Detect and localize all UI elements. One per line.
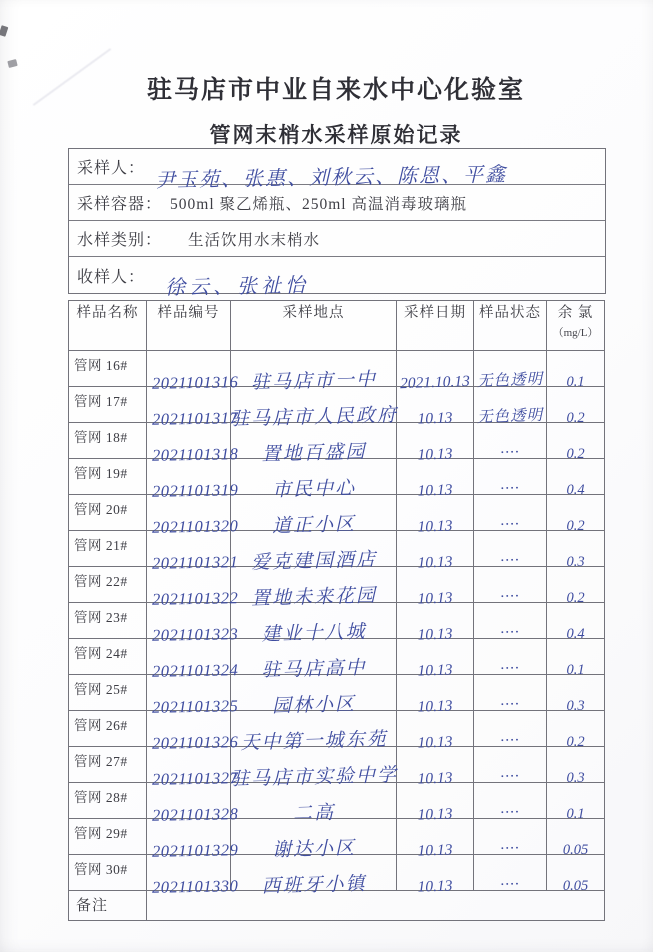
residual-chlorine: 0.1: [547, 639, 605, 675]
document-header: [68, 70, 604, 149]
sample-number: 2021101318: [147, 423, 231, 459]
sampler-label: 采样人：: [77, 160, 146, 177]
sample-number: 2021101316: [147, 351, 231, 387]
sampling-date: 10.13: [397, 495, 474, 531]
receiver-label: 收样人：: [77, 268, 146, 286]
residual-chlorine: 0.1: [547, 351, 605, 387]
sample-state: ····: [474, 639, 547, 675]
container-label: 采样容器：: [77, 196, 163, 213]
sample-name: 管网 27#: [69, 747, 147, 783]
sampling-date: 10.13: [397, 819, 474, 855]
info-row-receiver: [69, 257, 605, 300]
sampling-location: 置地百盛园: [231, 423, 397, 459]
sample-state: ····: [474, 711, 547, 747]
container-value: 500ml 聚乙烯瓶、250ml 高温消毒玻璃瓶: [170, 195, 467, 213]
sampling-info-table: [68, 148, 606, 300]
residual-chlorine: 0.1: [547, 783, 605, 819]
sample-state: ····: [474, 495, 547, 531]
residual-chlorine: 0.3: [547, 747, 605, 783]
sample-name: 管网 23#: [69, 603, 147, 639]
sample-state: 无色透明: [474, 351, 547, 387]
sample-number: 2021101321: [147, 531, 231, 567]
sample-number: 2021101328: [147, 783, 231, 819]
sample-state: ····: [474, 603, 547, 639]
water-type-label: 水样类别：: [77, 232, 163, 249]
sampling-location: 二高: [231, 783, 397, 819]
sampling-date: 10.13: [397, 531, 474, 567]
table-row: [69, 351, 605, 387]
sample-name: 管网 17#: [69, 387, 147, 423]
residual-chlorine: 0.2: [547, 423, 605, 459]
sampling-date: 10.13: [397, 711, 474, 747]
sample-state: ····: [474, 531, 547, 567]
sampling-location: 建业十八城: [231, 603, 397, 639]
info-row-sampler: [69, 149, 605, 193]
sample-number: 2021101322: [147, 567, 231, 603]
info-row-container: [69, 185, 605, 221]
sampling-location: 驻马店高中: [231, 639, 397, 675]
sampling-location: 驻马店市人民政府: [231, 387, 397, 423]
sampling-location: 市民中心: [231, 459, 397, 495]
sample-name: 管网 22#: [69, 567, 147, 603]
sampling-location: 驻马店市实验中学: [231, 747, 397, 783]
header-residual-chlorine: 余 氯 （mg/L）: [547, 301, 605, 351]
sample-name: 管网 29#: [69, 819, 147, 855]
residual-chlorine: 0.05: [547, 819, 605, 855]
sample-state: ····: [474, 423, 547, 459]
sample-state: ····: [474, 747, 547, 783]
sample-number: 2021101326: [147, 711, 231, 747]
sample-name: 管网 20#: [69, 495, 147, 531]
header-sampling-location: 采样地点: [231, 301, 397, 351]
sampling-location: 驻马店市一中: [231, 351, 397, 387]
document-title: 驻马店市中业自来水中心化验室: [146, 77, 525, 104]
sampling-date: 10.13: [397, 783, 474, 819]
sample-name: 管网 30#: [69, 855, 147, 891]
sampling-date: 10.13: [397, 855, 474, 891]
residual-chlorine: 0.05: [547, 855, 605, 891]
sample-number: 2021101325: [147, 675, 231, 711]
chlorine-unit: （mg/L）: [552, 327, 599, 339]
sample-name: 管网 21#: [69, 531, 147, 567]
sample-number: 2021101317: [147, 387, 231, 423]
sample-name: 管网 26#: [69, 711, 147, 747]
sampling-records-table: [68, 300, 605, 921]
sampling-location: 西班牙小镇: [231, 855, 397, 891]
header-sample-number: 样品编号: [147, 301, 231, 351]
sampling-date: 10.13: [397, 387, 474, 423]
sampling-date: 2021.10.13: [397, 351, 474, 387]
sampling-date: 10.13: [397, 747, 474, 783]
sample-state: ····: [474, 675, 547, 711]
residual-chlorine: 0.2: [547, 567, 605, 603]
sample-name: 管网 18#: [69, 423, 147, 459]
table-row: [69, 819, 605, 855]
sampling-date: 10.13: [397, 567, 474, 603]
sample-number: 2021101323: [147, 603, 231, 639]
sampling-location: 谢达小区: [231, 819, 397, 855]
sample-name: 管网 28#: [69, 783, 147, 819]
remarks-label: 备注: [69, 891, 147, 921]
sample-state: ····: [474, 567, 547, 603]
residual-chlorine: 0.3: [547, 531, 605, 567]
sample-name: 管网 24#: [69, 639, 147, 675]
sampling-location: 爱克建国酒店: [231, 531, 397, 567]
sample-state: ····: [474, 819, 547, 855]
receiver-handwritten-value: 徐云、张祉怡: [164, 274, 310, 300]
sample-number: 2021101329: [147, 819, 231, 855]
residual-chlorine: 0.2: [547, 387, 605, 423]
residual-chlorine: 0.2: [547, 711, 605, 747]
sampling-date: 10.13: [397, 459, 474, 495]
sampler-handwritten-value: 尹玉苑、张惠、刘秋云、陈恩、平鑫: [154, 163, 508, 193]
sampling-date: 10.13: [397, 675, 474, 711]
sample-state: ····: [474, 783, 547, 819]
water-type-value: 生活饮用水末梢水: [188, 231, 321, 249]
sample-number: 2021101320: [147, 495, 231, 531]
sample-name: 管网 19#: [69, 459, 147, 495]
sampling-date: 10.13: [397, 639, 474, 675]
header-sampling-date: 采样日期: [397, 301, 474, 351]
header-sample-state: 样品状态: [474, 301, 547, 351]
sample-number: 2021101324: [147, 639, 231, 675]
scan-artifact-mark: [7, 59, 17, 68]
sample-name: 管网 16#: [69, 351, 147, 387]
document-subtitle: 管网末梢水采样原始记录: [209, 123, 463, 147]
sample-number: 2021101327: [147, 747, 231, 783]
sampling-date: 10.13: [397, 423, 474, 459]
info-row-water-type: [69, 221, 605, 257]
header-sample-name: 样品名称: [69, 301, 147, 351]
sample-state: 无色透明: [474, 387, 547, 423]
sample-state: ····: [474, 459, 547, 495]
residual-chlorine: 0.3: [547, 675, 605, 711]
table-header-row: [69, 301, 605, 351]
sampling-date: 10.13: [397, 603, 474, 639]
residual-chlorine: 0.4: [547, 603, 605, 639]
sampling-location: 置地未来花园: [231, 567, 397, 603]
sample-number: 2021101330: [147, 855, 231, 891]
sampling-location: 园林小区: [231, 675, 397, 711]
sample-number: 2021101319: [147, 459, 231, 495]
residual-chlorine: 0.2: [547, 495, 605, 531]
sampling-location: 天中第一城东苑: [231, 711, 397, 747]
sample-state: ····: [474, 855, 547, 891]
scan-artifact-mark: [0, 25, 8, 37]
sampling-location: 道正小区: [231, 495, 397, 531]
sample-name: 管网 25#: [69, 675, 147, 711]
residual-chlorine: 0.4: [547, 459, 605, 495]
